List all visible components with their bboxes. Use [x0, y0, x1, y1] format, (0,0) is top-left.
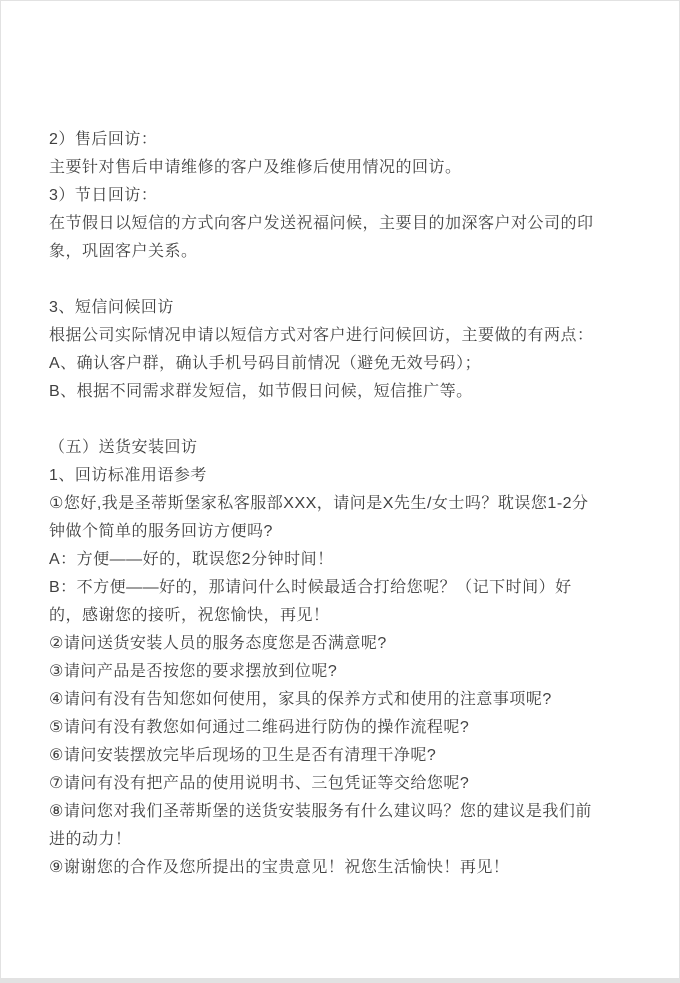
paragraph-script-item-8: ⑧请问您对我们圣蒂斯堡的送货安装服务有什么建议吗？您的建议是我们前进的动力！: [49, 803, 592, 848]
paragraph-script-item-4: ④请问有没有告知您如何使用，家具的保养方式和使用的注意事项呢?: [49, 691, 552, 708]
paragraph-script-item-7: ⑦请问有没有把产品的使用说明书、三包凭证等交给您呢?: [49, 775, 470, 792]
paragraph-script-item-1: ①您好,我是圣蒂斯堡家私客服部XXX，请问是X先生/女士吗？耽误您1-2分钟做个简单的服务回访方便吗?: [49, 495, 589, 540]
document-page: [1, 1, 679, 978]
paragraph-sms-point-b: B、根据不同需求群发短信，如节假日问候，短信推广等。: [49, 383, 473, 400]
paragraph-sms-heading: 3、短信问候回访: [49, 299, 174, 316]
paragraph-aftersale-heading: 2）售后回访：: [49, 131, 158, 148]
paragraph-script-item-3: ③请问产品是否按您的要求摆放到位呢?: [49, 663, 338, 680]
paragraph-script-item-6: ⑥请问安装摆放完毕后现场的卫生是否有清理干净呢?: [49, 747, 437, 764]
paragraph-section5-heading: （五）送货安装回访: [49, 439, 198, 456]
document-content: [1, 1, 595, 882]
paragraph-script-option-a: A：方便——好的，耽误您2分钟时间！: [49, 551, 334, 568]
paragraph-sms-body: 根据公司实际情况申请以短信方式对客户进行问候回访，主要做的有两点：: [49, 327, 594, 344]
paragraph-script-item-5: ⑤请问有没有教您如何通过二维码进行防伪的操作流程呢?: [49, 719, 470, 736]
paragraph-script-item-9: ⑨谢谢您的合作及您所提出的宝贵意见！祝您生活愉快！再见！: [49, 859, 510, 876]
paragraph-script-item-2: ②请问送货安装人员的服务态度您是否满意呢?: [49, 635, 387, 652]
paragraph-script-heading: 1、回访标准用语参考: [49, 467, 207, 484]
paragraph-script-option-b: B：不方便——好的，那请问什么时候最适合打给您呢？（记下时间）好的，感谢您的接听，祝您愉快，再见！: [49, 579, 572, 624]
paragraph-aftersale-body: 主要针对售后申请维修的客户及维修后使用情况的回访。: [49, 159, 462, 176]
paragraph-holiday-body: 在节假日以短信的方式向客户发送祝福问候，主要目的加深客户对公司的印象，巩固客户关系。: [49, 215, 594, 260]
paragraph-sms-point-a: A、确认客户群，确认手机号码目前情况（避免无效号码）；: [49, 355, 482, 372]
paragraph-holiday-heading: 3）节日回访：: [49, 187, 158, 204]
